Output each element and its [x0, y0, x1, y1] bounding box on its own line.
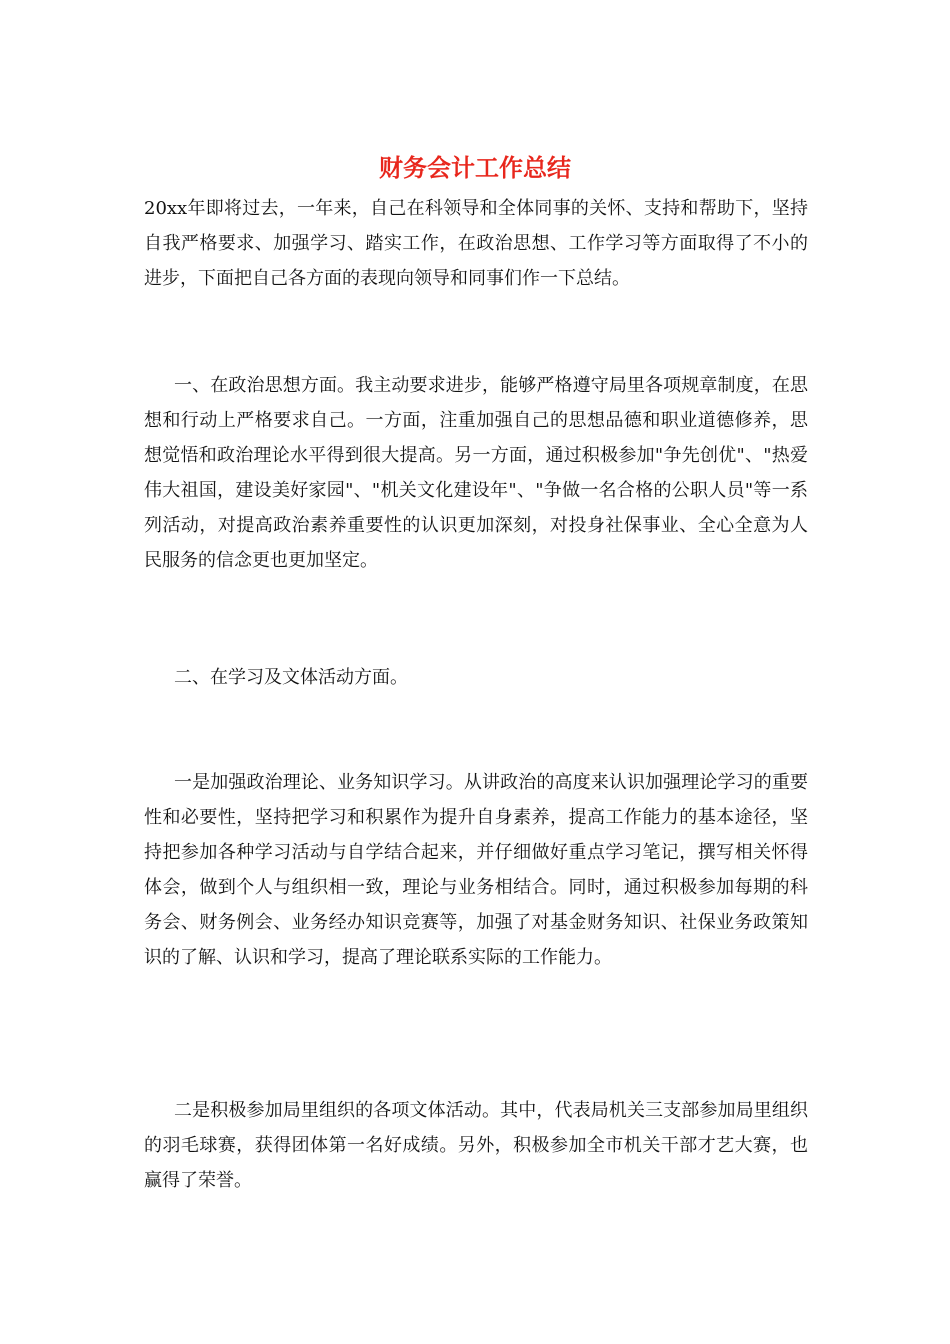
intro-paragraph: 20xx年即将过去，一年来，自己在科领导和全体同事的关怀、支持和帮助下，坚持自我严格要求、加强学习、踏实工作，在政治思想、工作学习等方面取得了不小的进步，下面把自己各方面的表现向领导和同事们作一下总结。	[144, 198, 808, 289]
section-two-paragraph-b: 二是积极参加局里组织的各项文体活动。其中，代表局机关三支部参加局里组织的羽毛球赛，获得团体第一名好成绩。另外，积极参加全市机关干部才艺大赛，也赢得了荣誉。	[144, 1100, 808, 1191]
section-two-paragraph-a: 一是加强政治理论、业务知识学习。从讲政治的高度来认识加强理论学习的重要性和必要性，坚持把学习和积累作为提升自身素养，提高工作能力的基本途径，坚持把参加各种学习活动与自学结合起来，并仔细做好重点学习笔记，撰写相关怀得体会，做到个人与组织相一致，理论与业务相结合。同时，通过积极参加每期的科务会、财务例会、业务经办知识竞赛等，加强了对基金财务知识、社保业务政策知识的了解、认识和学习，提高了理论联系实际的工作能力。	[144, 772, 808, 968]
section-one-paragraph: 一、在政治思想方面。我主动要求进步，能够严格遵守局里各项规章制度，在思想和行动上严格要求自己。一方面，注重加强自己的思想品德和职业道德修养，思想觉悟和政治理论水平得到很大提高。另一方面，通过积极参加"争先创优"、"热爱伟大祖国，建设美好家园"、"机关文化建设年"、"争做一名合格的公职人员"等一系列活动，对提高政治素养重要性的认识更加深刻，对投身社保事业、全心全意为人民服务的信念更也更加坚定。	[144, 375, 808, 571]
section-two-heading: 二、在学习及文体活动方面。	[174, 667, 408, 688]
document-title: 财务会计工作总结	[379, 154, 571, 182]
